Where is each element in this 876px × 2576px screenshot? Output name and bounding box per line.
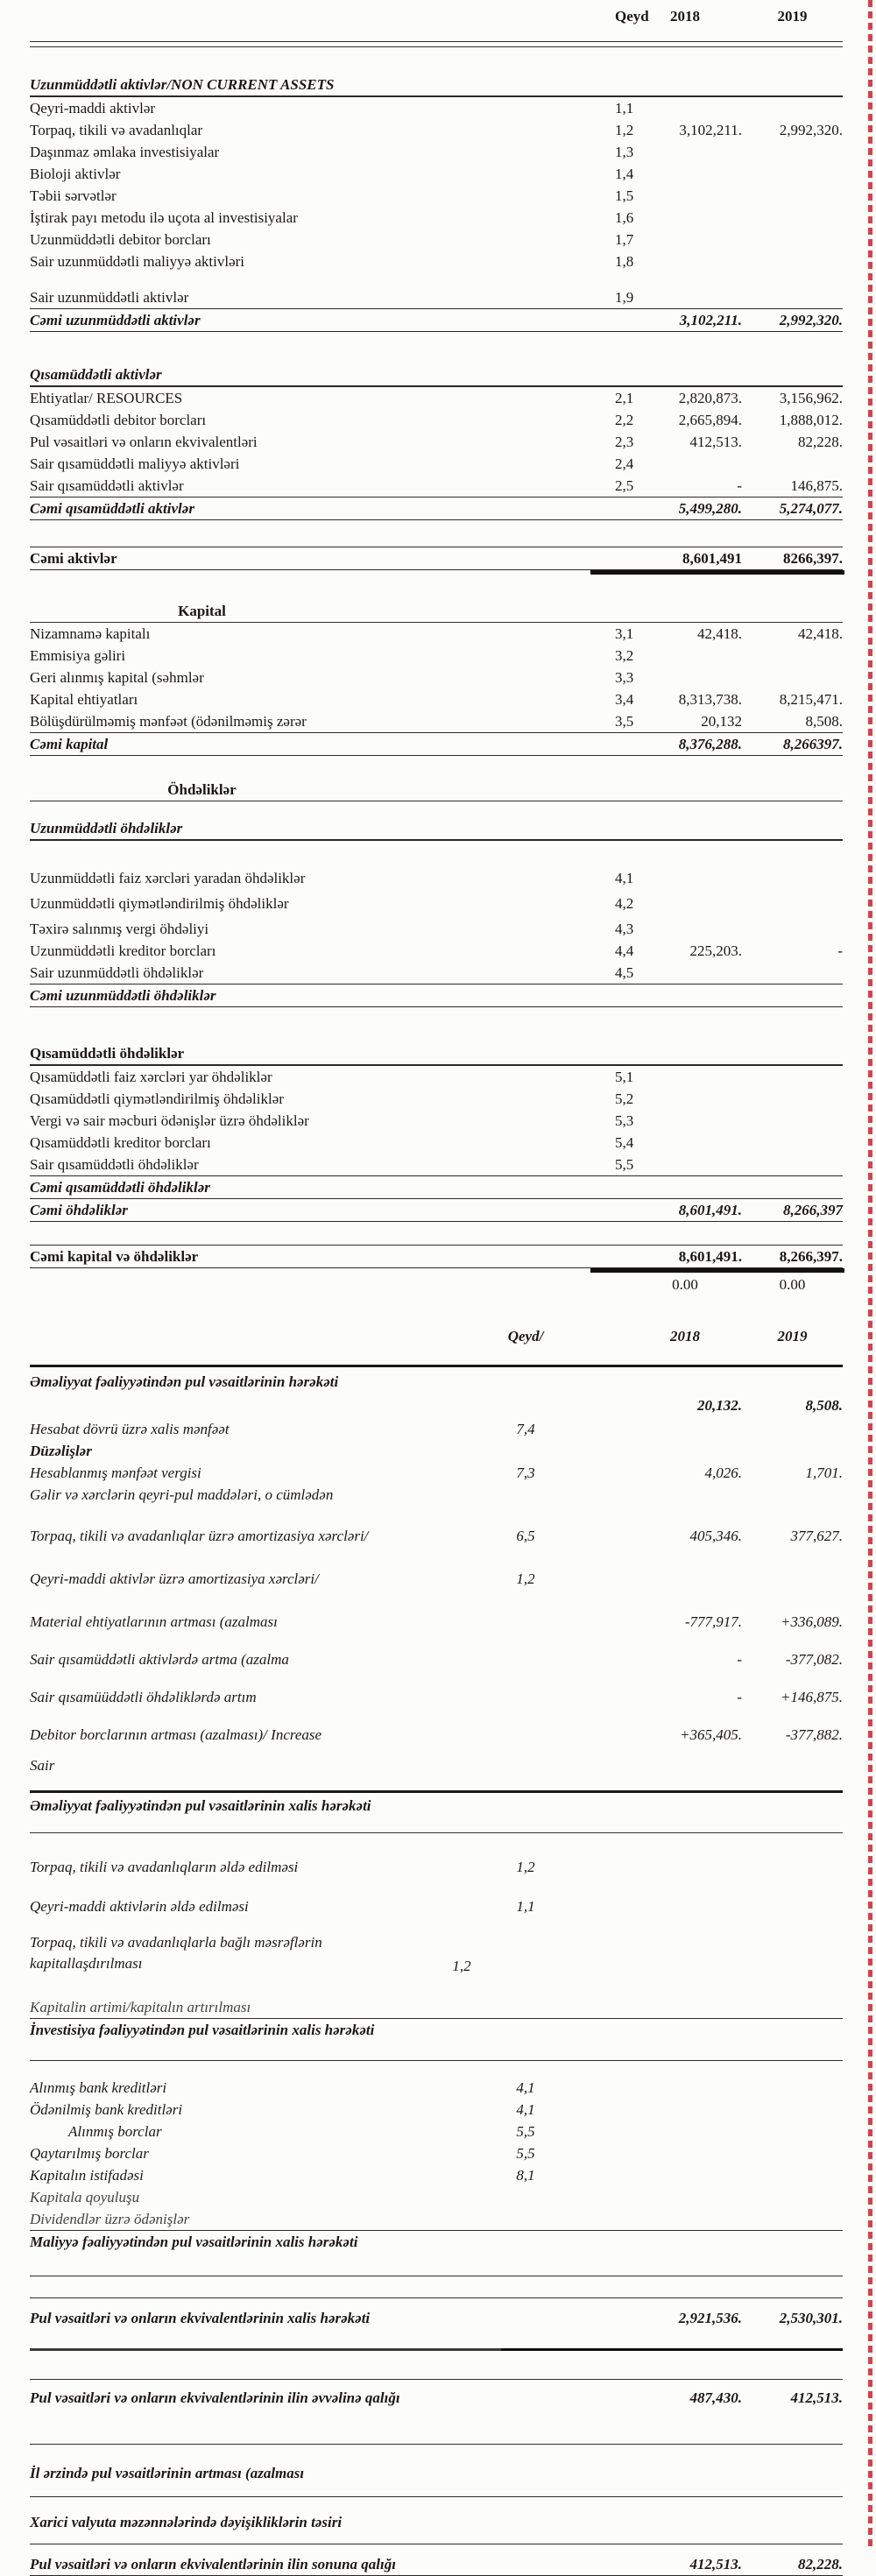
value-2018: 3,102,211. bbox=[679, 312, 742, 328]
table-row bbox=[30, 1754, 843, 1776]
table-row bbox=[30, 163, 843, 185]
table-row bbox=[30, 1895, 843, 1917]
value-2018: 2,921,536. bbox=[678, 2310, 742, 2326]
row-label: Qısamüddətli kreditor borcları bbox=[30, 1134, 211, 1151]
row-label: Uzunmüddətli debitor borcları bbox=[30, 231, 211, 248]
note-number: 1,3 bbox=[615, 144, 634, 160]
note-number: 4,1 bbox=[516, 2079, 535, 2096]
value-2019: 5,274,077. bbox=[779, 500, 843, 517]
table-row bbox=[30, 2142, 843, 2164]
value-2018: 20,132. bbox=[697, 1397, 742, 1414]
table-row bbox=[30, 2307, 843, 2329]
row-label: Sair qısamüüddətli öhdəliklərdə artım bbox=[30, 1689, 257, 1705]
row-label: Nizamnamə kapitalı bbox=[30, 625, 151, 642]
row-label: Pul vəsaitləri və onların ekvivalentlərinin ilin əvvəlinə qalığı bbox=[30, 2389, 400, 2406]
table-row bbox=[30, 2462, 843, 2484]
row-label: İnvestisiya fəaliyyətindən pul vəsaitlərinin xalis hərəkəti bbox=[30, 2022, 375, 2038]
row-label: Əməliyyat fəaliyyətindən pul vəsaitlərinin xalis hərəkəti bbox=[30, 1797, 371, 1814]
row-label: Bioloji aktivlər bbox=[30, 166, 121, 182]
row-label: Cəmi qısamüddətli aktivlər bbox=[30, 500, 194, 517]
value-2018: 2018 bbox=[670, 1328, 700, 1344]
note-number: 2,3 bbox=[615, 434, 634, 450]
table-row bbox=[30, 2231, 843, 2253]
table-row bbox=[30, 779, 843, 801]
value-2019: 42,418. bbox=[798, 625, 843, 642]
row-label: Təxirə salınmış vergi öhdəliyi bbox=[30, 921, 209, 937]
row-label: Geri alınmış kapital (səhmlər bbox=[30, 669, 204, 686]
table-row bbox=[30, 733, 843, 756]
note-number: 1,4 bbox=[615, 166, 634, 182]
value-2019: 2,992,320. bbox=[779, 312, 843, 328]
value-2019: 0.00 bbox=[779, 1276, 806, 1293]
note-number: 3,1 bbox=[615, 625, 634, 642]
row-label: Cəmi uzunmüddətli aktivlər bbox=[30, 312, 201, 328]
table-row bbox=[30, 2164, 843, 2186]
note-number: Qeyd bbox=[615, 8, 649, 25]
row-label: Hesablanmış mənfəət vergisi bbox=[30, 1464, 201, 1481]
value-2018: 3,102,211. bbox=[679, 122, 742, 138]
table-row bbox=[30, 1042, 843, 1066]
value-2019: 8,508. bbox=[805, 713, 843, 730]
horizontal-rule bbox=[30, 1365, 843, 1367]
table-row bbox=[30, 867, 843, 889]
row-label: Material ehtiyatlarının artması (azalması bbox=[30, 1613, 278, 1630]
value-2019: 377,627. bbox=[790, 1528, 843, 1544]
value-2018: -777,917. bbox=[684, 1613, 742, 1630]
horizontal-rule bbox=[30, 2496, 843, 2497]
table-row bbox=[30, 1371, 843, 1393]
table-row bbox=[30, 431, 843, 453]
note-number: 5,5 bbox=[516, 2123, 535, 2140]
table-row bbox=[30, 207, 843, 229]
value-2018: 2,665,894. bbox=[678, 412, 742, 428]
row-label: Kapital ehtiyatları bbox=[30, 691, 138, 708]
column-header-row bbox=[30, 5, 843, 27]
row-label: İl ərzində pul vəsaitlərinin artması (azalması bbox=[30, 2465, 305, 2481]
row-label: Qısamüddətli öhdəliklər bbox=[30, 1045, 185, 1062]
row-label: Ödənilmiş bank kreditləri bbox=[30, 2101, 183, 2118]
note-number: 8,1 bbox=[516, 2167, 535, 2184]
row-label: Ehtiyatlar/ RESOURCES bbox=[30, 390, 183, 406]
horizontal-rule bbox=[30, 2297, 843, 2298]
row-label: Sair qısamüddətli aktivlər bbox=[30, 477, 184, 494]
note-number: 3,3 bbox=[615, 669, 634, 686]
row-label: Qısamüddətli qiymətləndirilmiş öhdəliklər bbox=[30, 1090, 284, 1107]
horizontal-rule bbox=[30, 1832, 843, 1833]
table-row bbox=[30, 2208, 843, 2231]
table-row bbox=[30, 2077, 843, 2099]
note-number: 4,1 bbox=[615, 870, 634, 886]
value-2018: - bbox=[737, 1651, 742, 1668]
table-row bbox=[30, 1568, 843, 1590]
row-label: Qısamüddətli aktivlər bbox=[30, 366, 162, 383]
table-row bbox=[30, 1394, 843, 1416]
note-number: 2,5 bbox=[615, 477, 634, 494]
note-number: 5,4 bbox=[615, 1134, 634, 1151]
row-label: Daşınmaz əmlaka investisiyalar bbox=[30, 144, 220, 160]
scan-edge-red-dashed-line bbox=[868, 0, 872, 2551]
row-label: Uzunmüddətli kreditor borcları bbox=[30, 942, 216, 959]
table-row bbox=[30, 893, 843, 914]
value-2019: 146,875. bbox=[790, 477, 843, 494]
table-row bbox=[30, 688, 843, 710]
table-row bbox=[30, 918, 843, 940]
table-row bbox=[30, 547, 843, 570]
value-2018: 8,601,491. bbox=[678, 1248, 742, 1265]
value-2019: 1,888,012. bbox=[779, 412, 843, 428]
row-label: Bölüşdürülməmiş mənfəət (ödənilməmiş zərər bbox=[30, 713, 307, 730]
value-2019: -377,882. bbox=[785, 1726, 843, 1743]
value-2018: +365,405. bbox=[680, 1726, 742, 1743]
table-row bbox=[30, 387, 843, 409]
note-number: 4,2 bbox=[615, 895, 634, 912]
value-2018: - bbox=[737, 1689, 742, 1705]
note-number: 3,2 bbox=[615, 647, 634, 664]
value-2018: 2,820,873. bbox=[678, 390, 742, 406]
note-number: 5,5 bbox=[516, 2145, 535, 2162]
note-number: 1,1 bbox=[615, 100, 634, 116]
table-row bbox=[30, 600, 843, 623]
value-2019: 82,228. bbox=[798, 2556, 843, 2572]
note-number: 6,5 bbox=[516, 1528, 535, 1544]
value-2019: 8,266397. bbox=[783, 736, 843, 752]
row-label: İştirak payı metodu ilə uçota al investisiyalar bbox=[30, 209, 298, 226]
row-label: Kapitalın istifadəsi bbox=[30, 2167, 144, 2184]
note-number: 3,4 bbox=[615, 691, 634, 708]
row-label: Sair uzunmüddətli öhdəliklər bbox=[30, 964, 204, 981]
row-label: Cəmi öhdəliklər bbox=[30, 1202, 128, 1218]
value-2019: 1,701. bbox=[805, 1464, 843, 1481]
value-2018: 8,313,738. bbox=[678, 691, 742, 708]
balance-sheet-table bbox=[30, 5, 843, 1295]
table-row bbox=[30, 141, 843, 163]
row-label: Öhdəliklər bbox=[167, 781, 237, 798]
table-row bbox=[30, 286, 843, 309]
note-number: 1,2 bbox=[516, 1859, 535, 1875]
horizontal-rule bbox=[30, 2379, 843, 2380]
horizontal-rule bbox=[30, 2444, 843, 2445]
value-2019: 2019 bbox=[777, 1328, 808, 1344]
value-2019: +146,875. bbox=[781, 1689, 843, 1705]
table-row bbox=[30, 645, 843, 667]
row-label: Uzunmüddətli aktivlər/NON CURRENT ASSETS bbox=[30, 76, 335, 93]
row-label: Gəlir və xərclərin qeyri-pul maddələri, o cümlədən bbox=[30, 1486, 334, 1503]
horizontal-rule bbox=[30, 41, 843, 47]
value-2018: 8,601,491 bbox=[682, 550, 742, 567]
value-2019: 8,266,397 bbox=[783, 1202, 843, 1218]
table-row bbox=[30, 2186, 843, 2208]
note-number: 4,1 bbox=[516, 2101, 535, 2118]
row-label: Torpaq, tikili və avadanlıqlar bbox=[30, 122, 203, 138]
note-number: 5,1 bbox=[615, 1069, 634, 1085]
value-2018: 225,203. bbox=[689, 942, 742, 959]
table-row bbox=[30, 185, 843, 207]
table-row bbox=[30, 1154, 843, 1176]
row-label: Cəmi uzunmüddətli öhdəliklər bbox=[30, 987, 216, 1004]
value-2019: 82,228. bbox=[798, 434, 843, 450]
table-row bbox=[30, 1176, 843, 1199]
note-number: 1,9 bbox=[615, 289, 634, 306]
note-number: 1,6 bbox=[615, 209, 634, 226]
value-2018: 412,513. bbox=[689, 2556, 742, 2572]
table-row bbox=[30, 1245, 843, 1268]
table-row bbox=[30, 1274, 843, 1295]
value-2018: 405,346. bbox=[689, 1528, 742, 1544]
note-number: 2,4 bbox=[615, 455, 634, 472]
table-row bbox=[30, 2511, 843, 2533]
value-2019: 2019 bbox=[777, 8, 808, 25]
row-label: Debitor borclarının artması (azalması)/ Increase bbox=[30, 1726, 322, 1743]
note-number: 1,1 bbox=[516, 1898, 535, 1915]
row-label: Sair qısamüddətli aktivlərdə artma (azalma bbox=[30, 1651, 289, 1668]
table-row bbox=[30, 1686, 843, 1708]
row-label: Kapital bbox=[178, 603, 226, 619]
note-number: 1,2 bbox=[516, 1570, 535, 1587]
table-row bbox=[30, 97, 843, 119]
horizontal-rule bbox=[30, 2348, 843, 2351]
row-label: Qeyri-maddi aktivlərin əldə edilməsi bbox=[30, 1898, 249, 1915]
value-2018: 8,601,491. bbox=[678, 1202, 742, 1218]
table-row bbox=[30, 2387, 843, 2409]
row-label: Sair bbox=[30, 1757, 55, 1774]
table-row bbox=[30, 119, 843, 141]
note-number: 1,7 bbox=[615, 231, 634, 248]
row-label: Cəmi kapital bbox=[30, 736, 109, 752]
value-2018: 4,026. bbox=[704, 1464, 742, 1481]
table-row bbox=[30, 1525, 843, 1547]
note-number: 4,4 bbox=[615, 942, 634, 959]
note-number: 1,2 bbox=[615, 122, 634, 138]
note-number: 5,3 bbox=[615, 1112, 634, 1129]
table-row bbox=[30, 309, 843, 332]
table-row bbox=[30, 498, 843, 520]
table-row bbox=[30, 1795, 843, 1817]
value-2019: 2,992,320. bbox=[779, 122, 843, 138]
row-label: Qaytarılmış borclar bbox=[30, 2145, 149, 2162]
note-number: 1,5 bbox=[615, 187, 634, 204]
row-label: Düzəlişlər bbox=[30, 1443, 92, 1459]
row-label: Vergi və sair məcburi ödənişlər üzrə öhdəliklər bbox=[30, 1112, 309, 1129]
value-2019: -377,082. bbox=[785, 1651, 843, 1668]
table-row bbox=[30, 1856, 843, 1878]
table-row bbox=[30, 1648, 843, 1670]
value-2018: 20,132 bbox=[701, 713, 742, 730]
row-label: Alınmış bank kreditləri bbox=[30, 2079, 167, 2096]
note-number: 4,3 bbox=[615, 921, 634, 937]
row-label: Uzunmüddətli qiymətləndirilmiş öhdəliklər bbox=[30, 895, 289, 912]
value-2019: 2,530,301. bbox=[779, 2310, 843, 2326]
table-row bbox=[30, 1611, 843, 1633]
value-2019: 412,513. bbox=[790, 2389, 843, 2406]
note-number: 5,5 bbox=[615, 1156, 634, 1173]
row-label: Qısamüddətli debitor borcları bbox=[30, 412, 207, 428]
table-row bbox=[30, 1440, 843, 1462]
value-2018: 42,418. bbox=[697, 625, 742, 642]
table-row bbox=[30, 623, 843, 645]
row-label: Xarici valyuta məzənnələrində dəyişikliklərin təsiri bbox=[30, 2514, 343, 2530]
row-label: Qısamüddətli faiz xərcləri yar öhdəliklər bbox=[30, 1069, 272, 1085]
table-row bbox=[30, 229, 843, 251]
table-row bbox=[30, 985, 843, 1007]
row-label: Cəmi qısamüddətli öhdəliklər bbox=[30, 1179, 210, 1196]
value-2018: 8,376,288. bbox=[678, 736, 742, 752]
row-label: Pul vəsaitləri və onların ekvivalentləri bbox=[30, 434, 258, 450]
value-2018: 412,513. bbox=[689, 434, 742, 450]
row-label: Sair uzunmüddətli aktivlər bbox=[30, 289, 189, 306]
value-2019: - bbox=[837, 942, 843, 959]
table-row bbox=[30, 1110, 843, 1132]
table-row bbox=[30, 453, 843, 475]
row-label: Maliyyə fəaliyyətindən pul vəsaitlərinin xalis hərəkəti bbox=[30, 2234, 358, 2250]
note-number: 7,4 bbox=[516, 1421, 535, 1437]
row-label: Sair uzunmüddətli maliyyə aktivləri bbox=[30, 253, 245, 270]
row-label: Cəmi kapital və öhdəliklər bbox=[30, 1248, 199, 1265]
horizontal-rule bbox=[30, 2060, 843, 2061]
row-label: Hesabat dövrü üzrə xalis mənfəət bbox=[30, 1421, 230, 1437]
row-label: Torpaq, tikili və avadanlıqlarla bağlı məsrəflərin kapitallaşdırılması bbox=[30, 1934, 322, 1972]
cash-flow-table bbox=[30, 1325, 843, 2576]
table-row bbox=[30, 1996, 843, 2019]
table-row bbox=[30, 817, 843, 841]
value-2018: 2018 bbox=[670, 8, 700, 25]
horizontal-rule bbox=[30, 1790, 843, 1793]
note-number: 7,3 bbox=[516, 1464, 535, 1481]
row-label: Uzunmüddətli öhdəliklər bbox=[30, 820, 183, 836]
table-row bbox=[30, 667, 843, 688]
row-label: Torpaq, tikili və avadanlıqların əldə edilməsi bbox=[30, 1859, 299, 1875]
value-2018: - bbox=[737, 477, 742, 494]
note-number: 5,2 bbox=[615, 1090, 634, 1107]
value-2019: 8,215,471. bbox=[779, 691, 843, 708]
row-label: Alınmış borclar bbox=[68, 2123, 162, 2140]
row-label: Cəmi aktivlər bbox=[30, 550, 117, 567]
row-label: Sair qısamüddətli öhdəliklər bbox=[30, 1156, 199, 1173]
table-row bbox=[30, 475, 843, 498]
note-number: 2,1 bbox=[615, 390, 634, 406]
note-number: 1,2 bbox=[452, 1958, 471, 1974]
value-2019: 8266,397. bbox=[783, 550, 843, 567]
note-number: Qeyd/ bbox=[507, 1328, 544, 1344]
row-label: Pul vəsaitləri və onların ekvivalentlərinin xalis hərəkəti bbox=[30, 2310, 371, 2326]
value-2019: 8,266,397. bbox=[779, 1248, 843, 1265]
row-label: Kapitala qoyuluşu bbox=[30, 2189, 140, 2205]
row-label: Pul vəsaitləri və onların ekvivalentlərinin ilin sonuna qalığı bbox=[30, 2556, 396, 2572]
table-row bbox=[30, 1724, 843, 1746]
table-row bbox=[30, 1418, 843, 1440]
value-2019: 3,156,962. bbox=[779, 390, 843, 406]
row-label: Əməliyyat fəaliyyətindən pul vəsaitlərinin hərəkəti bbox=[30, 1373, 339, 1390]
table-row bbox=[30, 74, 843, 97]
row-label: Dividendlər üzrə ödənişlər bbox=[30, 2211, 190, 2227]
table-row bbox=[30, 409, 843, 431]
table-row bbox=[30, 962, 843, 985]
note-number: 1,8 bbox=[615, 253, 634, 270]
value-2019: +336,089. bbox=[781, 1613, 843, 1630]
table-row bbox=[30, 1462, 843, 1484]
table-row bbox=[30, 1199, 843, 1222]
table-row bbox=[30, 1066, 843, 1088]
table-row bbox=[30, 1931, 843, 1977]
row-label: Qeyri-maddi aktivlər bbox=[30, 100, 156, 116]
table-row bbox=[30, 2099, 843, 2121]
table-row bbox=[30, 710, 843, 733]
table-row bbox=[30, 2121, 843, 2142]
value-2018: 5,499,280. bbox=[678, 500, 742, 517]
row-label: Kapitalin artimi/kapitalın artırılması bbox=[30, 1999, 251, 2015]
table-row bbox=[30, 940, 843, 962]
document-content bbox=[0, 5, 876, 2576]
table-row bbox=[30, 363, 843, 387]
row-label: Uzunmüddətli faiz xərcləri yaradan öhdəliklər bbox=[30, 870, 306, 886]
row-label: Qeyri-maddi aktivlər üzrə amortizasiya xərcləri/ bbox=[30, 1570, 319, 1587]
table-row bbox=[30, 1484, 843, 1506]
column-header-row bbox=[30, 1325, 843, 1347]
value-2018: 0.00 bbox=[672, 1276, 698, 1293]
note-number: 4,5 bbox=[615, 964, 634, 981]
row-label: Emmisiya gəliri bbox=[30, 647, 126, 664]
table-row bbox=[30, 2553, 843, 2576]
note-number: 3,5 bbox=[615, 713, 634, 730]
row-label: Sair qısamüddətli maliyyə aktivləri bbox=[30, 455, 240, 472]
note-number: 2,2 bbox=[615, 412, 634, 428]
table-row bbox=[30, 2019, 843, 2041]
value-2019: 8,508. bbox=[805, 1397, 843, 1414]
table-row bbox=[30, 1088, 843, 1110]
row-label: Təbii sərvətlər bbox=[30, 187, 117, 204]
value-2018: 487,430. bbox=[689, 2389, 742, 2406]
row-label: Torpaq, tikili və avadanlıqlar üzrə amortizasiya xərcləri/ bbox=[30, 1528, 369, 1544]
table-row bbox=[30, 251, 843, 272]
table-row bbox=[30, 1132, 843, 1154]
